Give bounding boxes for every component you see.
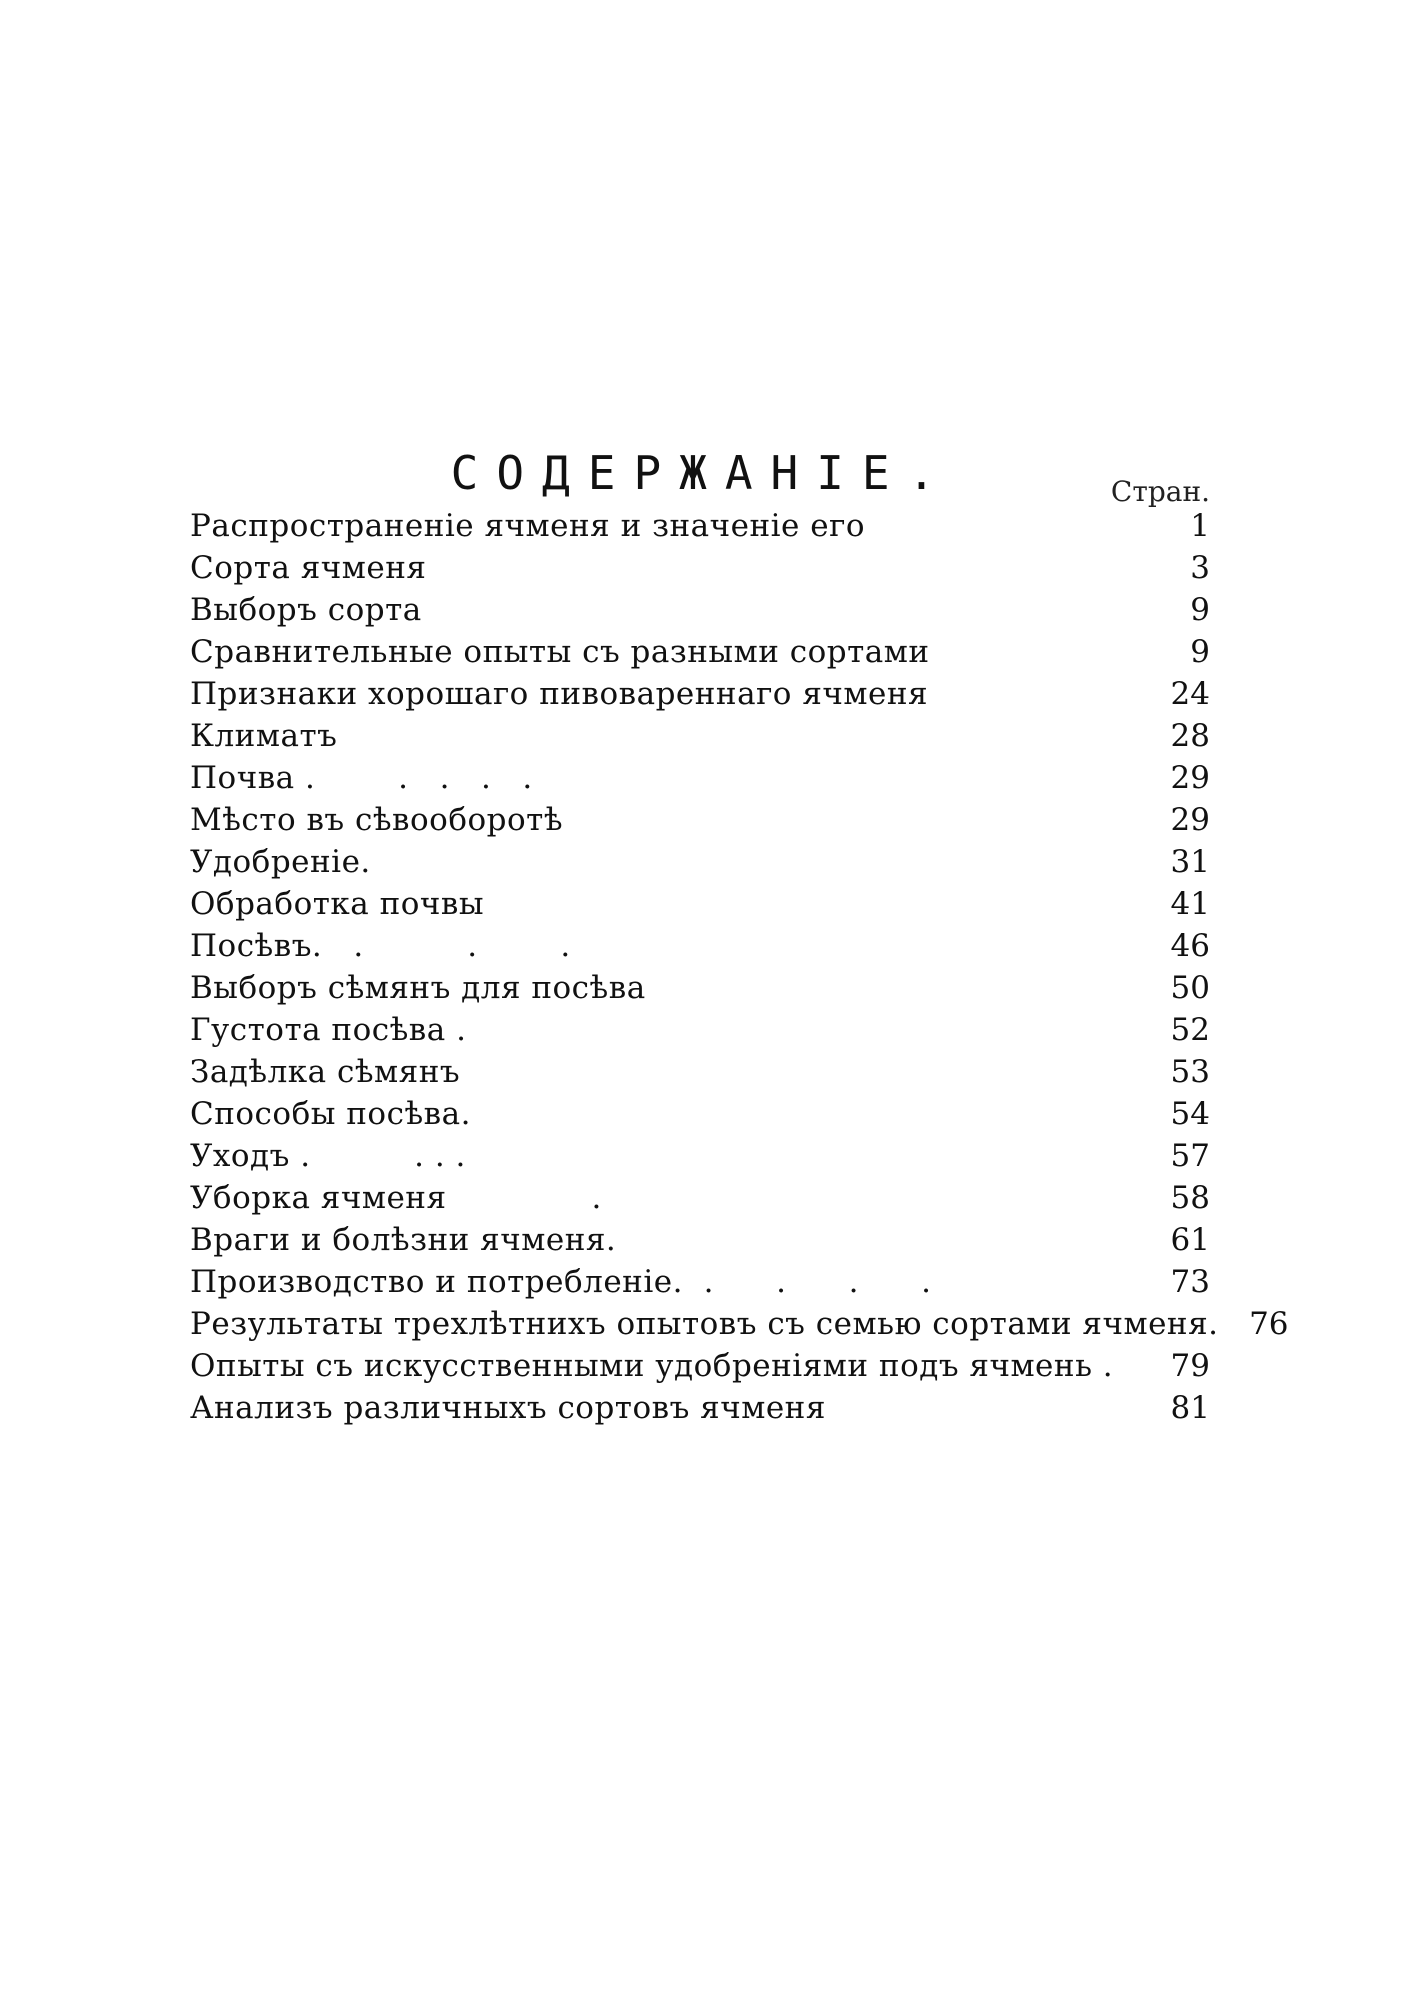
toc-entry-page: 24 xyxy=(1170,676,1210,712)
toc-entry-page: 79 xyxy=(1170,1348,1210,1384)
toc-entry-page: 50 xyxy=(1170,970,1210,1006)
toc-entry-title: Производство и потребленіе. . . . . xyxy=(190,1264,932,1300)
toc-entry-title: Результаты трехлѣтнихъ опытовъ съ семью сортами ячменя. xyxy=(190,1306,1219,1342)
toc-entry-page: 9 xyxy=(1190,592,1210,628)
toc-entry-page: 41 xyxy=(1170,886,1210,922)
toc-entry xyxy=(190,1009,1210,1051)
toc-entry xyxy=(190,1135,1210,1177)
toc-entry-page: 53 xyxy=(1170,1054,1210,1090)
toc-entry-title: Мѣсто въ сѣвооборотѣ xyxy=(190,802,564,838)
toc-entry xyxy=(190,505,1210,547)
toc-entry xyxy=(190,1303,1289,1345)
toc-entry-title: Задѣлка сѣмянъ xyxy=(190,1054,461,1090)
toc-entry-title: Посѣвъ. . . . xyxy=(190,928,571,964)
page-column-label: Стран. xyxy=(1110,475,1210,508)
toc-entry xyxy=(190,799,1210,841)
toc-entry xyxy=(190,589,1210,631)
toc-entry xyxy=(190,925,1210,967)
toc-entry-page: 81 xyxy=(1170,1390,1210,1426)
toc-entry-title: Удобреніе. xyxy=(190,844,371,880)
toc-entry-title: Распространеніе ячменя и значеніе его xyxy=(190,508,866,544)
toc-entry xyxy=(190,1177,1210,1219)
toc-entry-title: Выборъ сѣмянъ для посѣва xyxy=(190,970,646,1006)
toc-entry-title: Признаки хорошаго пивовареннаго ячменя xyxy=(190,676,929,712)
toc-entry-page: 54 xyxy=(1170,1096,1210,1132)
toc-entry-page: 1 xyxy=(1190,508,1210,544)
toc-entry-title: Анализъ различныхъ сортовъ ячменя xyxy=(190,1390,826,1426)
toc-entry-page: 46 xyxy=(1170,928,1210,964)
toc-entry xyxy=(190,547,1210,589)
toc-entry-title: Уборка ячменя . xyxy=(190,1180,602,1216)
toc-entry-title: Выборъ сорта xyxy=(190,592,422,628)
toc-entry-page: 52 xyxy=(1170,1012,1210,1048)
page-title: СОДЕРЖАНІЕ. xyxy=(450,445,954,500)
toc-entry-title: Враги и болѣзни ячменя. xyxy=(190,1222,617,1258)
toc-entry-title: Почва . . . . . xyxy=(190,760,533,796)
toc-entry-page: 31 xyxy=(1170,844,1210,880)
toc-entry-page: 57 xyxy=(1170,1138,1210,1174)
toc-entry xyxy=(190,1345,1210,1387)
toc-entry-title: Обработка почвы xyxy=(190,886,485,922)
toc-entry-page: 29 xyxy=(1170,760,1210,796)
toc-entry xyxy=(190,1219,1210,1261)
toc-entry-page: 58 xyxy=(1170,1180,1210,1216)
toc-entry xyxy=(190,631,1210,673)
toc-entry-page: 61 xyxy=(1170,1222,1210,1258)
table-of-contents xyxy=(190,505,1289,1429)
toc-entry-page: 3 xyxy=(1190,550,1210,586)
toc-entry xyxy=(190,1387,1210,1429)
toc-entry xyxy=(190,1261,1210,1303)
toc-entry-title: Сорта ячменя xyxy=(190,550,427,586)
toc-entry-title: Густота посѣва . xyxy=(190,1012,467,1048)
toc-entry-title: Уходъ . . . . xyxy=(190,1138,466,1174)
toc-entry-page: 76 xyxy=(1249,1306,1289,1342)
toc-entry-title: Опыты съ искусственными удобреніями подъ ячмень . xyxy=(190,1348,1114,1384)
toc-entry-page: 9 xyxy=(1190,634,1210,670)
toc-entry-page: 28 xyxy=(1170,718,1210,754)
toc-entry xyxy=(190,841,1210,883)
toc-entry-title: Климатъ xyxy=(190,718,338,754)
toc-entry-title: Сравнительные опыты съ разными сортами xyxy=(190,634,930,670)
toc-entry xyxy=(190,967,1210,1009)
toc-entry-page: 29 xyxy=(1170,802,1210,838)
toc-entry xyxy=(190,883,1210,925)
toc-entry-page: 73 xyxy=(1170,1264,1210,1300)
toc-entry xyxy=(190,1051,1210,1093)
toc-entry xyxy=(190,673,1210,715)
toc-entry xyxy=(190,1093,1210,1135)
toc-entry xyxy=(190,715,1210,757)
toc-entry xyxy=(190,757,1210,799)
toc-entry-title: Способы посѣва. xyxy=(190,1096,471,1132)
